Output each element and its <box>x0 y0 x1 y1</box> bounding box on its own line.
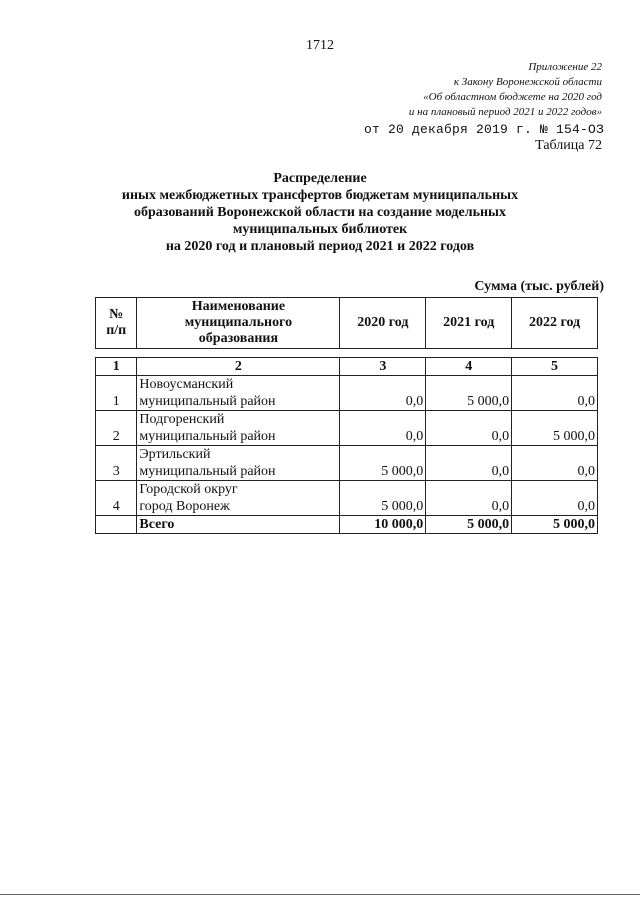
document-title <box>0 170 640 255</box>
total-2020: 10 000,0 <box>340 516 426 534</box>
row-number: 2 <box>96 411 137 446</box>
title-line: на 2020 год и плановый период 2021 и 2022 годов <box>165 239 475 254</box>
table-row <box>96 446 598 481</box>
header-name-cell <box>137 298 340 349</box>
column-number: 4 <box>426 358 512 376</box>
law-date-stamp: от 20 декабря 2019 г. № 154-ОЗ <box>363 122 604 137</box>
table-row <box>96 376 598 411</box>
column-number: 1 <box>96 358 137 376</box>
header-2022: 2022 год <box>512 298 598 349</box>
appendix-line: «Об областном бюджете на 2020 год <box>423 91 602 103</box>
total-row <box>96 516 598 534</box>
row-name-line2: город Воронеж <box>139 499 230 514</box>
header-name-line2: муниципального <box>184 315 293 330</box>
row-name-line1: Подгоренский <box>139 412 225 427</box>
row-name <box>137 411 340 446</box>
header-number-line1: № <box>109 307 124 322</box>
title-line: муниципальных библиотек <box>232 222 408 237</box>
value-2022: 0,0 <box>512 446 598 481</box>
value-2020: 0,0 <box>340 376 426 411</box>
row-name <box>137 481 340 516</box>
header-name-line1: Наименование <box>191 299 286 314</box>
data-table <box>95 357 598 534</box>
appendix-line: Приложение 22 <box>528 61 602 73</box>
value-2021: 0,0 <box>426 481 512 516</box>
value-2022: 5 000,0 <box>512 411 598 446</box>
column-number: 3 <box>340 358 426 376</box>
row-name-line2: муниципальный район <box>139 429 276 444</box>
title-line: образований Воронежской области на создание модельных <box>134 205 506 220</box>
appendix-header <box>409 60 602 120</box>
title-line: Распределение <box>273 171 367 186</box>
total-2021: 5 000,0 <box>426 516 512 534</box>
total-2022: 5 000,0 <box>512 516 598 534</box>
row-name-line2: муниципальный район <box>139 464 276 479</box>
row-name-line2: муниципальный район <box>139 394 276 409</box>
page-bottom-divider <box>0 894 640 895</box>
column-number: 5 <box>512 358 598 376</box>
header-2020: 2020 год <box>340 298 426 349</box>
table-row <box>96 411 598 446</box>
row-name-line1: Городской округ <box>139 482 238 497</box>
page-number: 1712 <box>306 38 334 53</box>
header-2021: 2021 год <box>426 298 512 349</box>
value-2022: 0,0 <box>512 376 598 411</box>
table-header <box>95 297 598 349</box>
row-name-line1: Новоусманский <box>139 377 234 392</box>
title-line: иных межбюджетных трансфертов бюджетам муниципальных <box>121 188 519 203</box>
value-2020: 5 000,0 <box>340 446 426 481</box>
row-name-line1: Эртильский <box>139 447 211 462</box>
header-name-line3: образования <box>198 331 279 346</box>
total-label: Всего <box>137 516 340 534</box>
row-number: 1 <box>96 376 137 411</box>
total-number-cell <box>96 516 137 534</box>
value-2021: 5 000,0 <box>426 376 512 411</box>
header-number-line2: п/п <box>106 323 127 338</box>
row-number: 3 <box>96 446 137 481</box>
value-2020: 5 000,0 <box>340 481 426 516</box>
table-label: Таблица 72 <box>535 138 602 153</box>
header-number-cell <box>96 298 137 349</box>
units-label: Сумма (тыс. рублей) <box>474 279 604 294</box>
table-row <box>96 481 598 516</box>
value-2021: 0,0 <box>426 446 512 481</box>
value-2022: 0,0 <box>512 481 598 516</box>
column-number-row <box>96 358 598 376</box>
row-number: 4 <box>96 481 137 516</box>
column-number: 2 <box>137 358 340 376</box>
value-2020: 0,0 <box>340 411 426 446</box>
appendix-line: и на плановый период 2021 и 2022 годов» <box>408 106 602 118</box>
row-name <box>137 376 340 411</box>
appendix-line: к Закону Воронежской области <box>453 76 602 88</box>
value-2021: 0,0 <box>426 411 512 446</box>
row-name <box>137 446 340 481</box>
